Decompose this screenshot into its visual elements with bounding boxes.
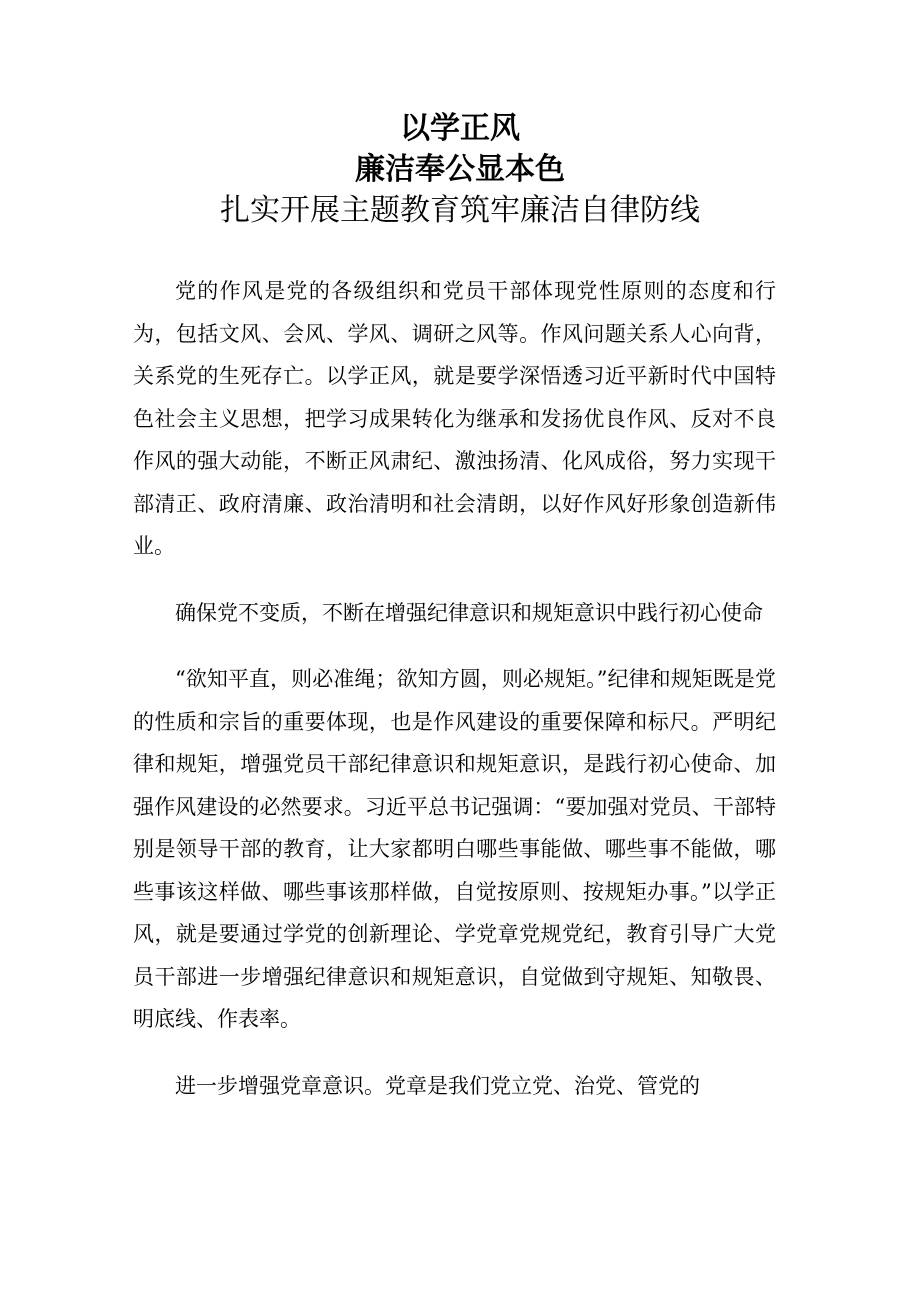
title-line-2: 廉洁奉公显本色 bbox=[355, 152, 565, 187]
title-line-1: 以学正风 bbox=[400, 111, 520, 146]
paragraph-discipline: “欲知平直，则必准绳；欲知方圆，则必规矩。”纪律和规矩既是党的性质和宗旨的重要体现，也是作风建设的重要保障和标尺。严明纪律和规矩，增强党员干部纪律意识和规矩意识，是践行初心使命、加强作风建设的必然要求。习近平总书记强调：“要加强对党员、干部特别是领导干部的教育，让大家都明白哪些事能做、哪些事不能做，哪些事该这样做、哪些事该那样做，自觉按原则、按规矩办事。”以学正风，就是要通过学党的创新理论、学党章党规党纪，教育引导广大党员干部进一步增强纪律意识和规矩意识，自觉做到守规矩、知敬畏、明底线、作表率。 bbox=[133, 667, 776, 1031]
paragraph-intro: 党的作风是党的各级组织和党员干部体现党性原则的态度和行为，包括文风、会风、学风、调研之风等。作风问题关系人心向背，关系党的生死存亡。以学正风，就是要学深悟透习近平新时代中国特色社会主义思想，把学习成果转化为继承和发扬优良作风、反对不良作风的强大动能，不断正风肃纪、激浊扬清、化风成俗，努力实现干部清正、政府清廉、政治清明和社会清朗，以好作风好形象创造新伟业。 bbox=[133, 279, 776, 558]
paragraph-heading: 确保党不变质，不断在增强纪律意识和规矩意识中践行初心使命 bbox=[175, 600, 763, 625]
title-line-3: 扎实开展主题教育筑牢廉洁自律防线 bbox=[220, 193, 700, 228]
document-body bbox=[133, 270, 776, 1107]
paragraph-party-charter: 进一步增强党章意识。党章是我们党立党、治党、管党的 bbox=[175, 1073, 700, 1098]
document-title bbox=[0, 108, 920, 231]
